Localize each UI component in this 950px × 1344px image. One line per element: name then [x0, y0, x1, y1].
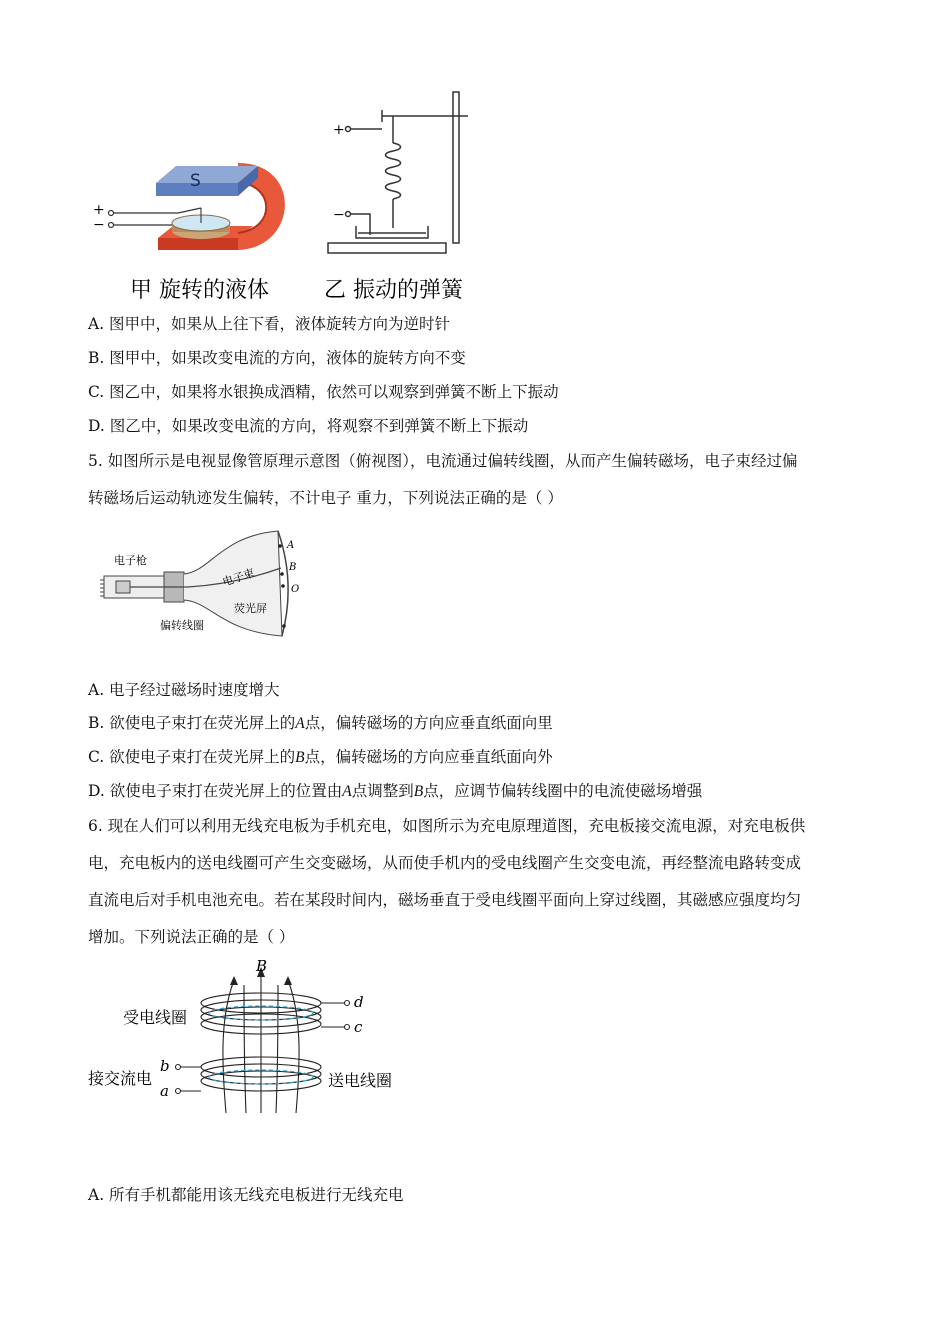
q6-stem-line2: 电，充电板内的送电线圈可产生交变磁场，从而使手机内的受电线圈产生交变电流，再经整流电路转变成	[88, 854, 802, 872]
spring-stand	[328, 92, 468, 253]
label-point-o: O	[291, 584, 300, 595]
q5-option-d: D. 欲使电子束打在荧光屏上的位置由A点调整到B点，应调节偏转线圈中的电流使磁场增强	[88, 782, 703, 800]
plus-sign-jia: +	[93, 202, 105, 218]
plus-sign-yi: +	[333, 122, 345, 138]
q4-option-b: B. 图甲中，如果改变电流的方向，液体的旋转方向不变	[88, 349, 466, 367]
minus-sign-jia: −	[93, 217, 105, 233]
crt-figure-svg	[96, 526, 316, 646]
label-terminal-a: a	[160, 1082, 169, 1100]
label-point-a: A	[287, 540, 295, 551]
q5-option-a: A. 电子经过磁场时速度增大	[88, 681, 280, 699]
receiving-coil	[201, 993, 350, 1034]
coil-figure-svg	[86, 955, 406, 1120]
q6-stem-line1: 6. 现在人们可以利用无线充电板为手机充电，如图所示为充电原理道图，充电板接交流电源，对充电板供	[88, 817, 806, 835]
coil-figure	[86, 955, 406, 1120]
q4-option-d: D. 图乙中，如果改变电流的方向，将观察不到弹簧不断上下振动	[88, 417, 529, 435]
q5-option-b: B. 欲使电子束打在荧光屏上的A点，偏转磁场的方向应垂直纸面向里	[88, 714, 553, 732]
label-electron-gun: 电子枪	[114, 554, 147, 567]
label-screen: 荧光屏	[234, 602, 267, 615]
q5-option-c: C. 欲使电子束打在荧光屏上的B点，偏转磁场的方向应垂直纸面向外	[88, 748, 553, 766]
figure-jia-yi-svg	[88, 88, 508, 308]
q6-option-a: A. 所有手机都能用该无线充电板进行无线充电	[88, 1186, 404, 1204]
label-b-field: B	[256, 957, 268, 975]
caption-jia: 甲 旋转的液体	[130, 278, 269, 303]
caption-yi: 乙 振动的弹簧	[324, 278, 463, 303]
q6-stem-line3: 直流电后对手机电池充电。若在某段时间内，磁场垂直于受电线圈平面向上穿过线圈，其磁感应强度均匀	[88, 891, 802, 909]
crt-figure	[96, 526, 316, 646]
label-receiving-coil: 受电线圈	[123, 1008, 188, 1027]
figure-jia-yi	[88, 88, 508, 308]
label-terminal-b: b	[160, 1057, 170, 1075]
label-deflection-coil: 偏转线圈	[160, 619, 204, 632]
label-ac-source: 接交流电	[88, 1069, 153, 1088]
label-sending-coil: 送电线圈	[328, 1071, 393, 1090]
magnet-s-label: S	[190, 171, 201, 191]
minus-sign-yi: −	[333, 207, 345, 223]
label-point-b: B	[289, 562, 297, 573]
label-terminal-c: c	[354, 1018, 363, 1036]
q6-stem-line4: 增加。下列说法正确的是（ ）	[88, 928, 295, 946]
horseshoe-magnet	[156, 163, 285, 250]
label-terminal-d: d	[354, 993, 364, 1011]
q5-stem-line1: 5. 如图所示是电视显像管原理示意图（俯视图），电流通过偏转线圈，从而产生偏转磁场，电子束经过偏	[88, 452, 798, 470]
q5-stem-line2: 转磁场后运动轨迹发生偏转，不计电子 重力，下列说法正确的是（ ）	[88, 489, 563, 507]
label-electron-beam: 电子束	[220, 566, 257, 589]
q4-option-c: C. 图乙中，如果将水银换成酒精，依然可以观察到弹簧不断上下振动	[88, 383, 559, 401]
q4-option-a: A. 图甲中，如果从上往下看，液体旋转方向为逆时针	[88, 315, 451, 333]
